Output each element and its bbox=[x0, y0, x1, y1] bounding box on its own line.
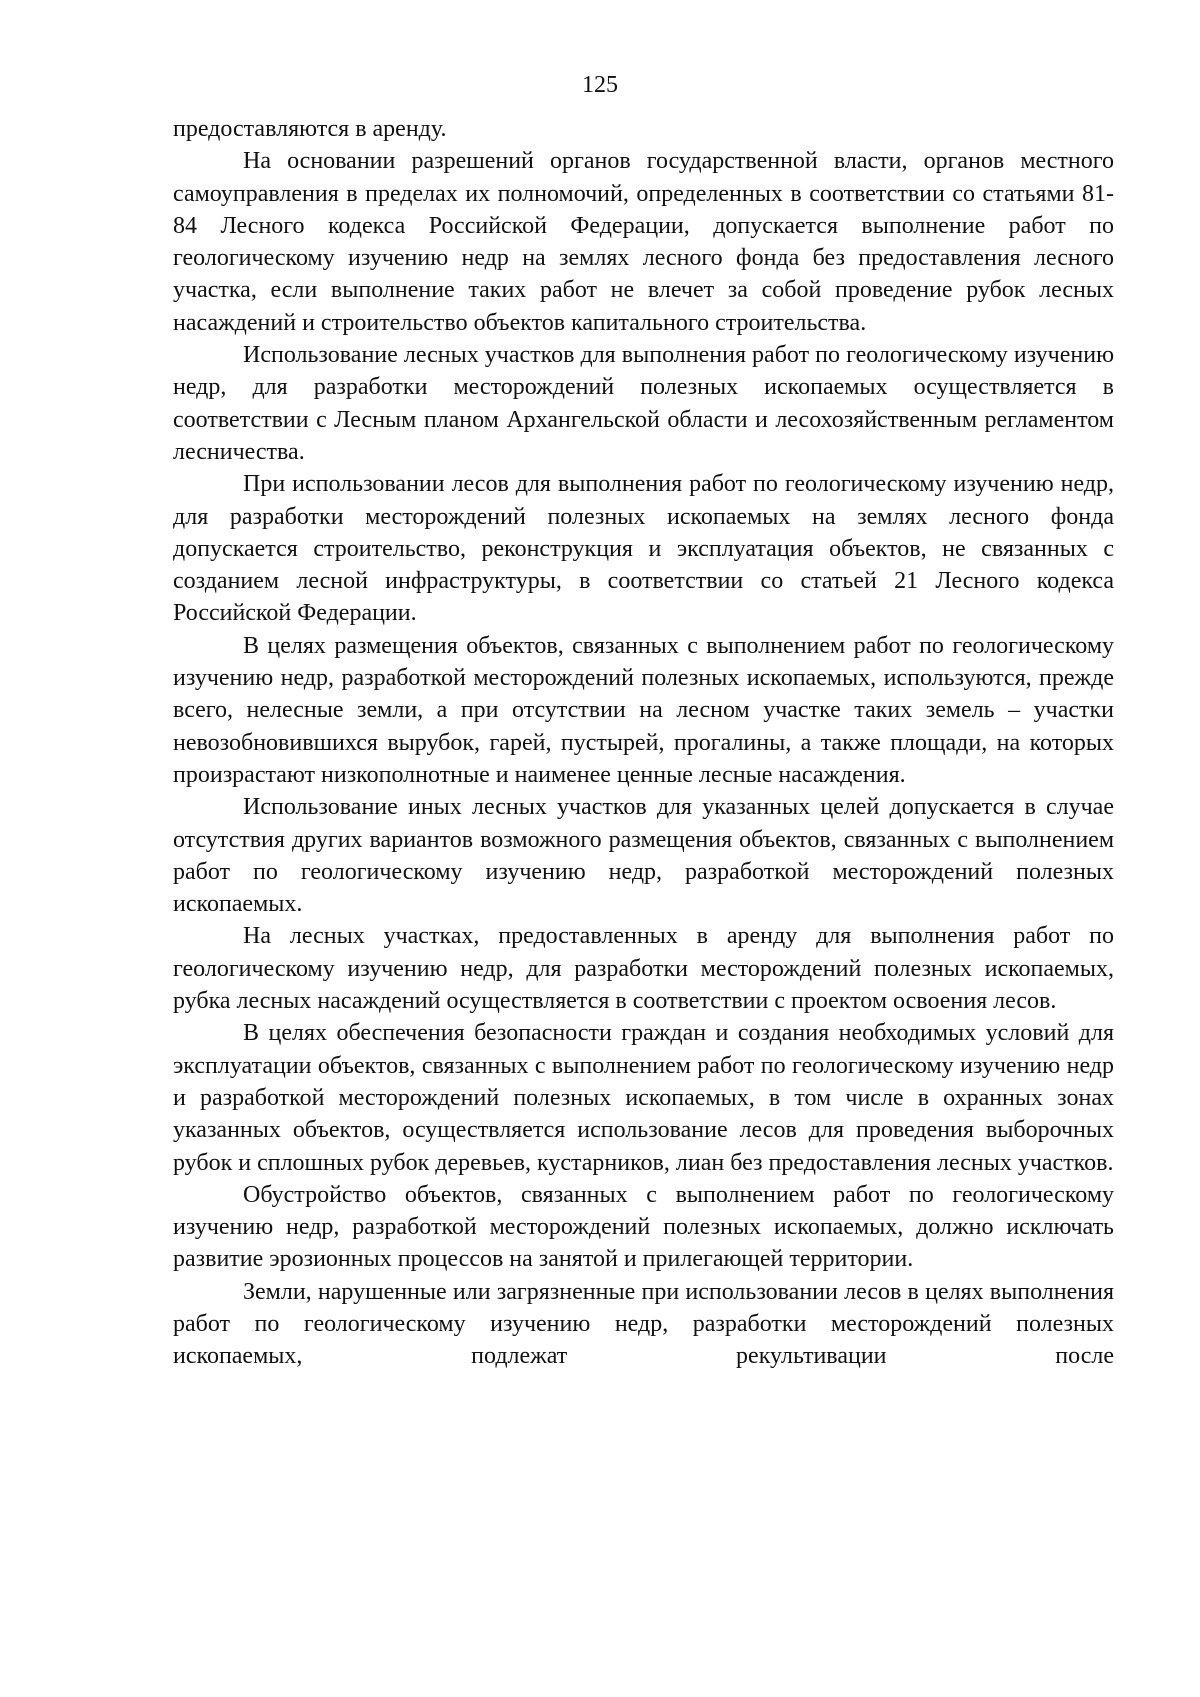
paragraph: Обустройство объектов, связанных с выполнением работ по геологическому изучению недр, разработкой месторождений полезных ископаемых, должно исключать развитие эрозионных процессов на занятой и прилегающей территории. bbox=[173, 1181, 1114, 1273]
paragraph: В целях обеспечения безопасности граждан и создания необходимых условий для эксплуатации объектов, связанных с выполнением работ по геологическому изучению недр и разработкой месторождений полезных ископаемых, в том числе в охранных зонах указанных объектов, осуществляется использование лесов для проведения выборочных рубок и сплошных рубок деревьев, кустарников, лиан без предоставления лесных участков. bbox=[173, 1020, 1114, 1176]
paragraph: В целях размещения объектов, связанных с выполнением работ по геологическому изучению недр, разработкой месторождений полезных ископаемых, используются, прежде всего, нелесные земли, а при отсутствии на лесном участке таких земель – участки невозобновившихся вырубок, гарей, пустырей, прогалины, а также площади, на которых произрастают низкополнотные и наименее ценные лесные насаждения. bbox=[173, 632, 1114, 788]
paragraph: На лесных участках, предоставленных в аренду для выполнения работ по геологическому изучению недр, для разработки месторождений полезных ископаемых, рубка лесных насаждений осуществляется в соответствии с проектом освоения лесов. bbox=[173, 923, 1114, 1015]
paragraph: Использование лесных участков для выполнения работ по геологическому изучению недр, для разработки месторождений полезных ископаемых осуществляется в соответствии с Лесным планом Архангельской области и лесохозяйственным регламентом лесничества. bbox=[173, 342, 1114, 465]
paragraph: На основании разрешений органов государственной власти, органов местного самоуправления в пределах их полномочий, определенных в соответствии со статьями 81-84 Лесного кодекса Российской Федерации, допускается выполнение работ по геологическому изучению недр на землях лесного фонда без предоставления лесного участка, если выполнение таких работ не влечет за собой проведение рубок лесных насаждений и строительство объектов капитального строительства. bbox=[173, 148, 1114, 336]
paragraph-continued: Земли, нарушенные или загрязненные при использовании лесов в целях выполнения работ по геологическому изучению недр, разработки месторождений полезных ископаемых, подлежат рекультивации после bbox=[173, 1278, 1114, 1370]
paragraph: Использование иных лесных участков для указанных целей допускается в случае отсутствия других вариантов возможного размещения объектов, связанных с выполнением работ по геологическому изучению недр, разработкой месторождений полезных ископаемых. bbox=[173, 794, 1114, 918]
paragraph-continuation: предоставляются в аренду. bbox=[173, 116, 447, 142]
page-number: 125 bbox=[582, 72, 618, 98]
document-body bbox=[173, 113, 1114, 1373]
paragraph: При использовании лесов для выполнения работ по геологическому изучению недр, для разработки месторождений полезных ископаемых на землях лесного фонда допускается строительство, реконструкция и эксплуатация объектов, не связанных с созданием лесной инфраструктуры, в соответствии со статьей 21 Лесного кодекса Российской Федерации. bbox=[173, 471, 1114, 627]
